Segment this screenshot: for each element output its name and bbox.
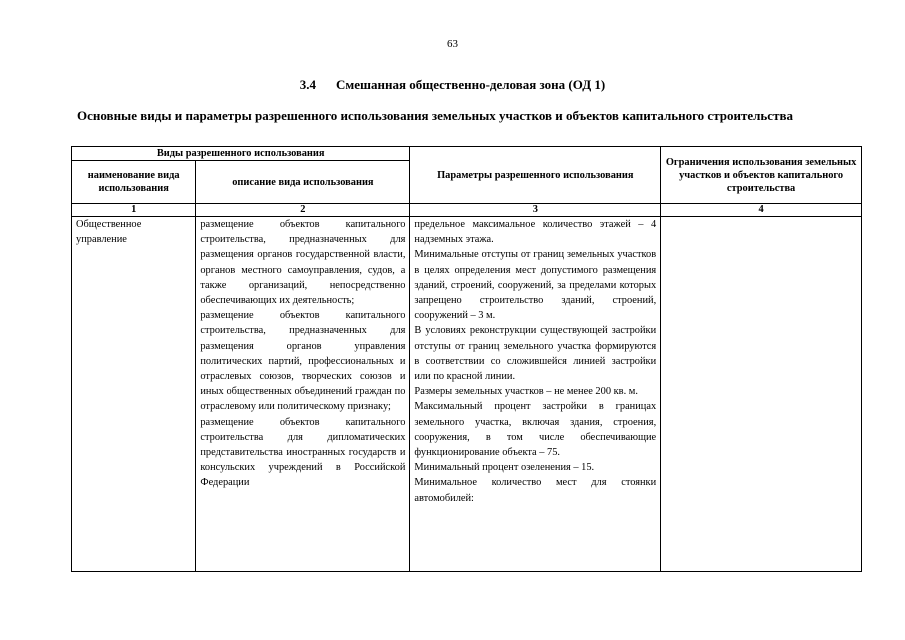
description-paragraph: размещение объектов капитального строительства, предназначенных для размещения органов управления политических партий, профессиональных и отраслевых союзов, творческих союзов и иных общественных объединений граждан по отраслевому или политическому признаку;	[200, 310, 406, 413]
column-number: 1	[72, 204, 196, 217]
header-usage-description: описание вида использования	[196, 161, 410, 204]
table-row	[72, 217, 862, 572]
section-number: 3.4	[299, 77, 316, 92]
section-title	[0, 77, 905, 93]
usage-name: Общественное управление	[76, 219, 142, 246]
parameter-paragraph: В условиях реконструкции существующей застройки отступы от границ земельного участка формируются в соответствии со сложившейся линией застройки или по красной линии.	[414, 325, 657, 383]
limitations-cell	[661, 217, 862, 572]
parameter-paragraph: предельное максимальное количество этажей – 4 надземных этажа.	[414, 219, 657, 246]
usage-name-cell	[72, 217, 196, 572]
section-title-text: Смешанная общественно-деловая зона (ОД 1)	[336, 77, 606, 92]
parameter-paragraph: Минимальный процент озеленения – 15.	[414, 462, 595, 474]
column-number: 2	[196, 204, 410, 217]
description-paragraph: размещение объектов капитального строительства, предназначенных для размещения органов государственной власти, органов местного самоуправления, судов, а также организаций, непосредственно обеспечивающих их деятельность;	[200, 219, 406, 307]
parameter-paragraph: Минимальное количество мест для стоянки автомобилей:	[414, 477, 657, 504]
parameter-paragraph: Минимальные отступы от границ земельных участков в целях определения мест допустимого размещения зданий, строений, сооружений, за пределами которых запрещено строительство зданий, строений, сооружений – 3 м.	[414, 249, 657, 322]
page-number: 63	[447, 38, 458, 50]
usage-description-cell	[196, 217, 410, 572]
parameter-paragraph: Размеры земельных участков – не менее 200 кв. м.	[414, 386, 638, 398]
usage-table	[71, 146, 862, 572]
parameters-cell	[410, 217, 661, 572]
column-number: 3	[410, 204, 661, 217]
header-parameters: Параметры разрешенного использования	[410, 147, 661, 204]
table-caption: Основные виды и параметры разрешенного использования земельных участков и объектов капитального строительства	[77, 108, 793, 123]
header-usage-name: наименование вида использования	[72, 161, 196, 204]
header-group-usage-types: Виды разрешенного использования	[72, 147, 410, 161]
description-paragraph: размещение объектов капитального строительства для дипломатических представительства иностранных государств и консульских учреждений в Российской Федерации	[200, 416, 406, 489]
parameter-paragraph: Максимальный процент застройки в границах земельного участка, включая здания, строения, сооружения, в том числе обеспечивающие функционирование объекта – 75.	[414, 401, 657, 459]
column-number: 4	[661, 204, 862, 217]
header-limitations: Ограничения использования земельных участков и объектов капитального строительства	[661, 147, 862, 204]
